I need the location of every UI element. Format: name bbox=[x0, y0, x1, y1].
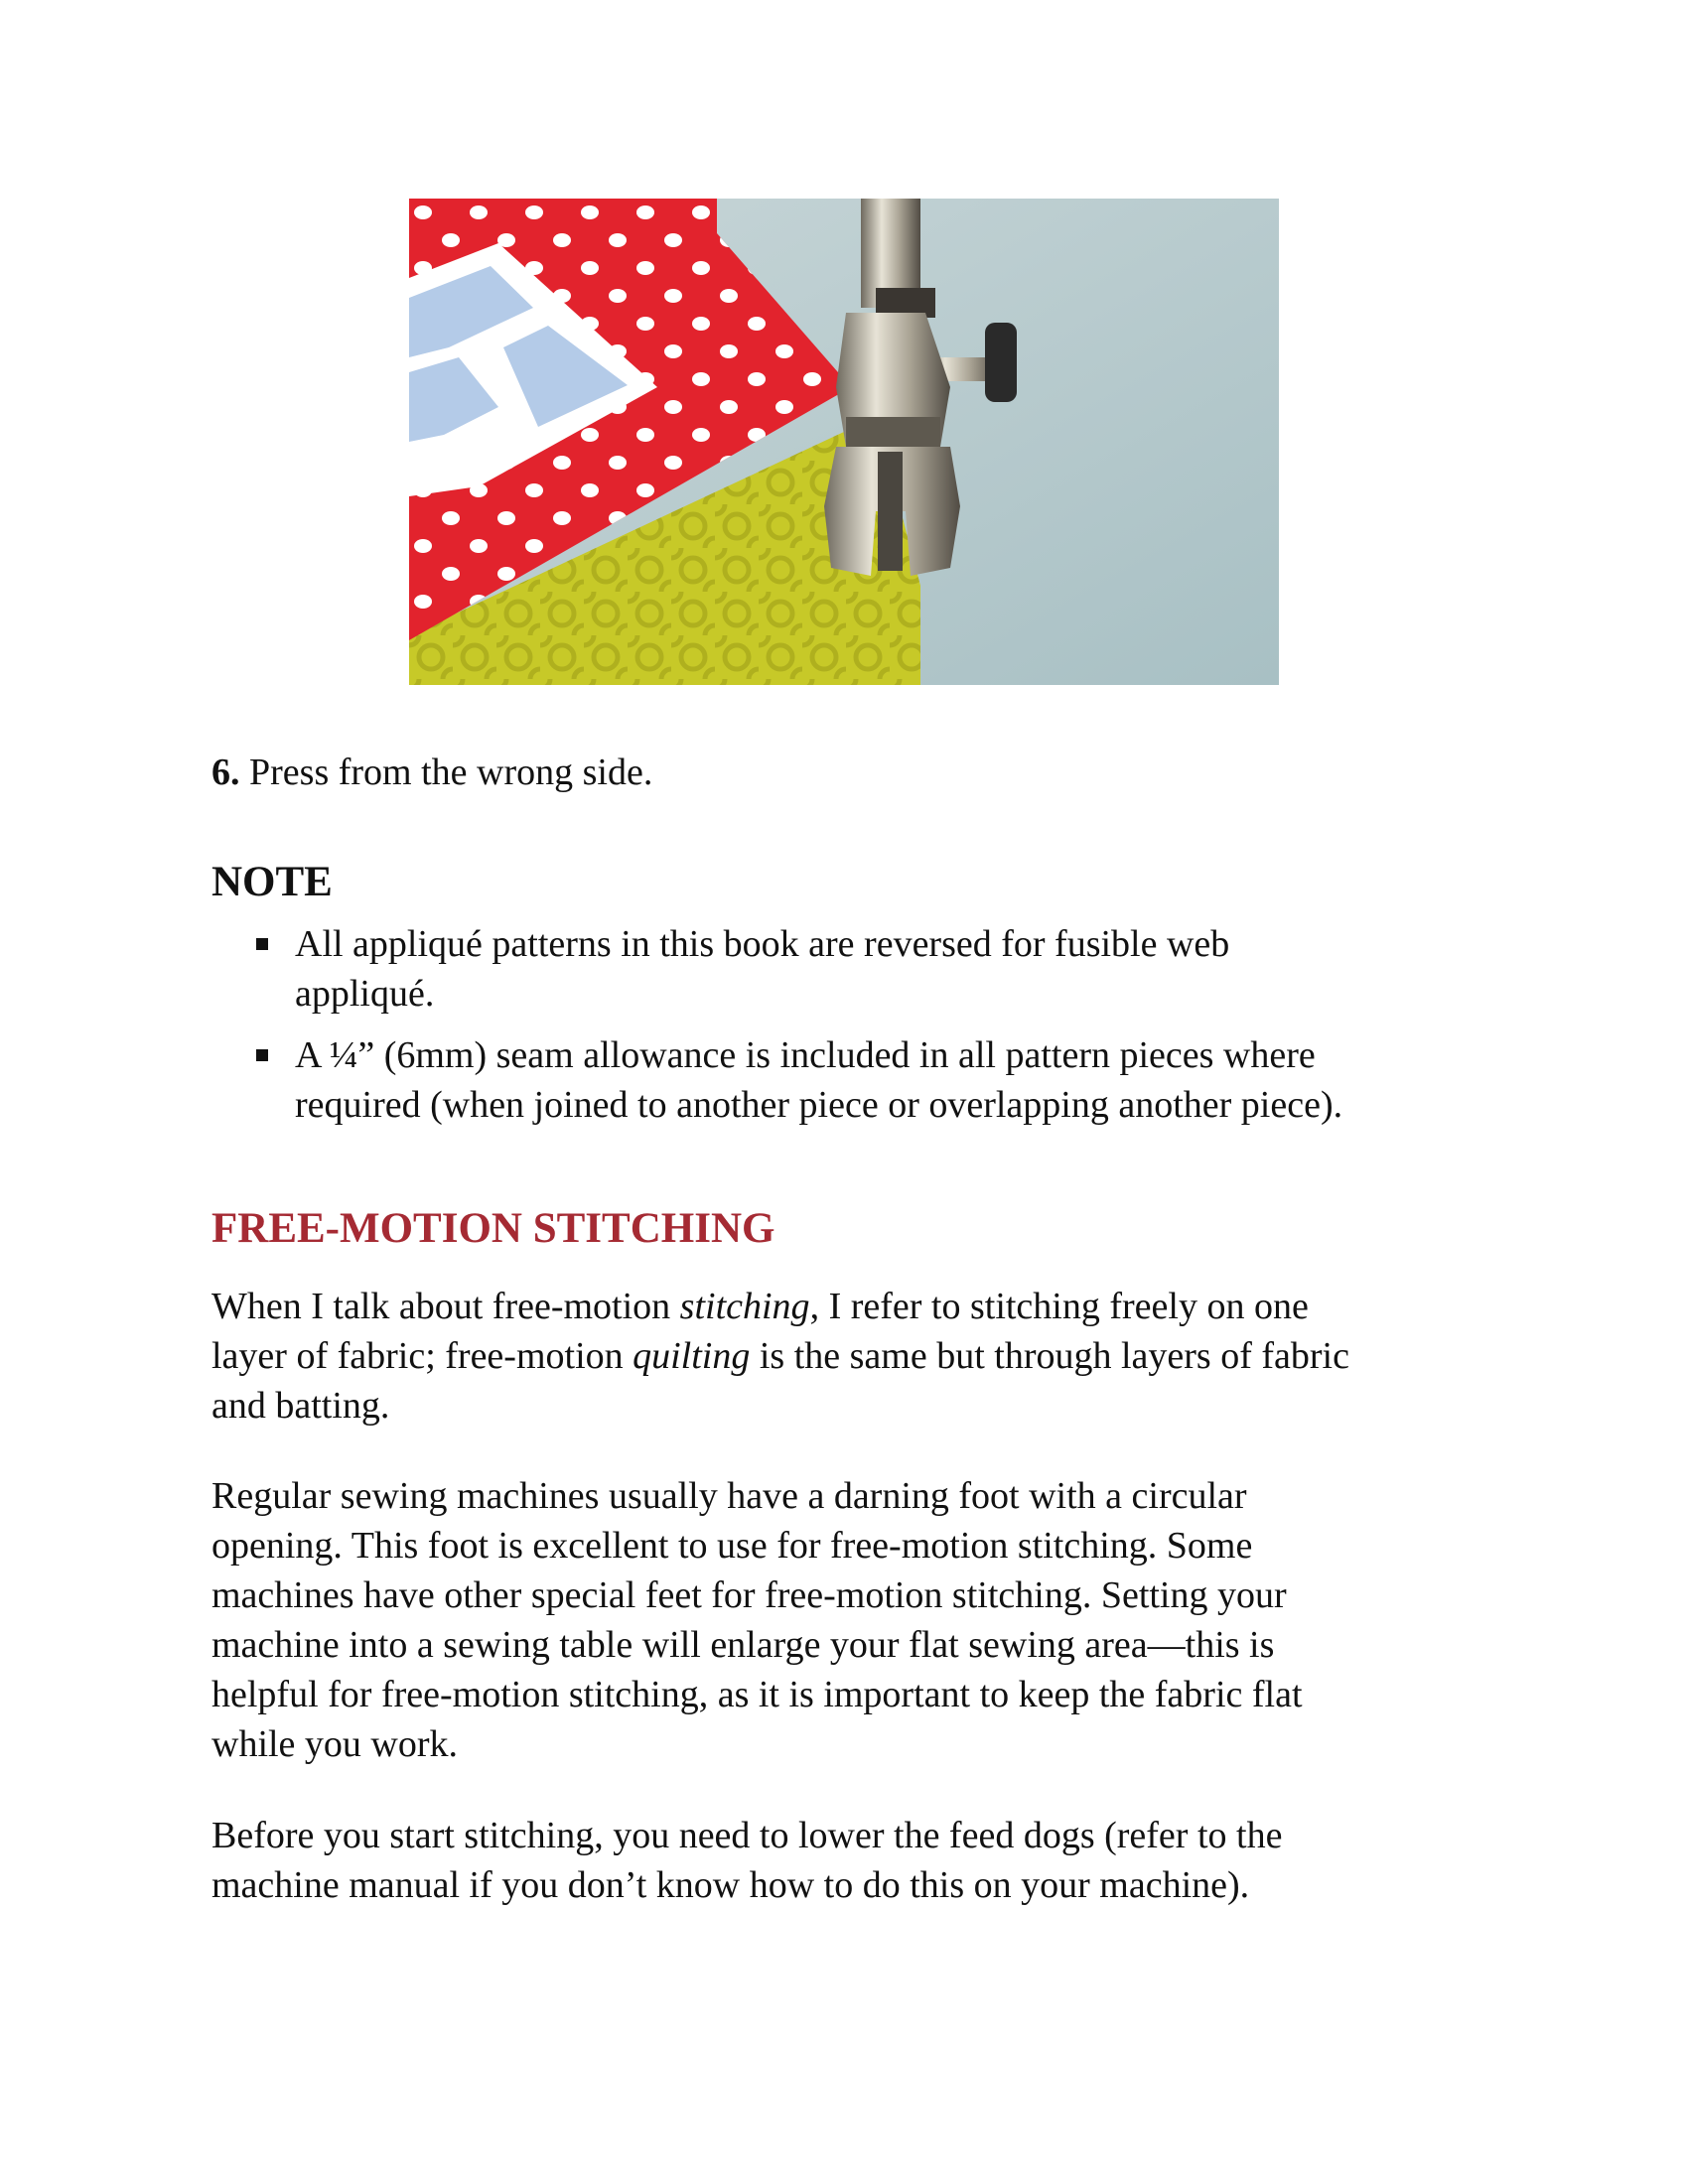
step-text: Press from the wrong side. bbox=[239, 751, 653, 793]
paragraph-line: machines have other special feet for free-motion stitching. Setting your bbox=[211, 1574, 1287, 1616]
note-list bbox=[211, 919, 1502, 1142]
emphasis-stitching: stitching bbox=[679, 1286, 810, 1327]
note-heading: NOTE bbox=[211, 859, 333, 905]
step-6 bbox=[211, 748, 1502, 797]
text-run: layer of fabric; free-motion bbox=[211, 1335, 633, 1377]
text-run: is the same but through layers of fabric bbox=[750, 1335, 1349, 1377]
list-item bbox=[211, 1030, 1502, 1130]
paragraph-line: Regular sewing machines usually have a darning foot with a circular bbox=[211, 1475, 1247, 1517]
paragraph-line: machine manual if you don’t know how to do this on your machine). bbox=[211, 1864, 1250, 1906]
paragraph-line bbox=[211, 1282, 1502, 1331]
paragraph-line: machine into a sewing table will enlarge your flat sewing area—this is bbox=[211, 1624, 1275, 1666]
note-item-1-line-2: appliqué. bbox=[295, 973, 435, 1015]
list-item bbox=[211, 919, 1502, 1019]
step-number: 6. bbox=[211, 751, 240, 793]
bullet-square-icon bbox=[256, 938, 268, 950]
paragraph-line: Before you start stitching, you need to lower the feed dogs (refer to the bbox=[211, 1815, 1283, 1856]
note-item-2-line-1: A ¼” (6mm) seam allowance is included in all pattern pieces where bbox=[295, 1034, 1316, 1076]
emphasis-quilting: quilting bbox=[633, 1335, 751, 1377]
paragraph-line: helpful for free-motion stitching, as it is important to keep the fabric flat bbox=[211, 1674, 1303, 1715]
bullet-square-icon bbox=[256, 1049, 268, 1061]
section-heading: FREE-MOTION STITCHING bbox=[211, 1205, 775, 1252]
note-item-2-line-2: required (when joined to another piece or overlapping another piece). bbox=[295, 1084, 1343, 1126]
sewing-machine-foot-photo bbox=[409, 199, 1279, 685]
paragraph-intro bbox=[211, 1282, 1502, 1431]
paragraph-feed-dogs bbox=[211, 1811, 1502, 1910]
paragraph-line: and batting. bbox=[211, 1385, 390, 1427]
text-run: , I refer to stitching freely on one bbox=[809, 1286, 1309, 1327]
paragraph-darning-foot bbox=[211, 1471, 1502, 1769]
paragraph-line bbox=[211, 1331, 1502, 1381]
text-run: When I talk about free-motion bbox=[211, 1286, 680, 1327]
paragraph-line: while you work. bbox=[211, 1723, 459, 1765]
note-item-1-line-1: All appliqué patterns in this book are reversed for fusible web bbox=[295, 923, 1230, 965]
paragraph-line: opening. This foot is excellent to use for free-motion stitching. Some bbox=[211, 1525, 1253, 1567]
